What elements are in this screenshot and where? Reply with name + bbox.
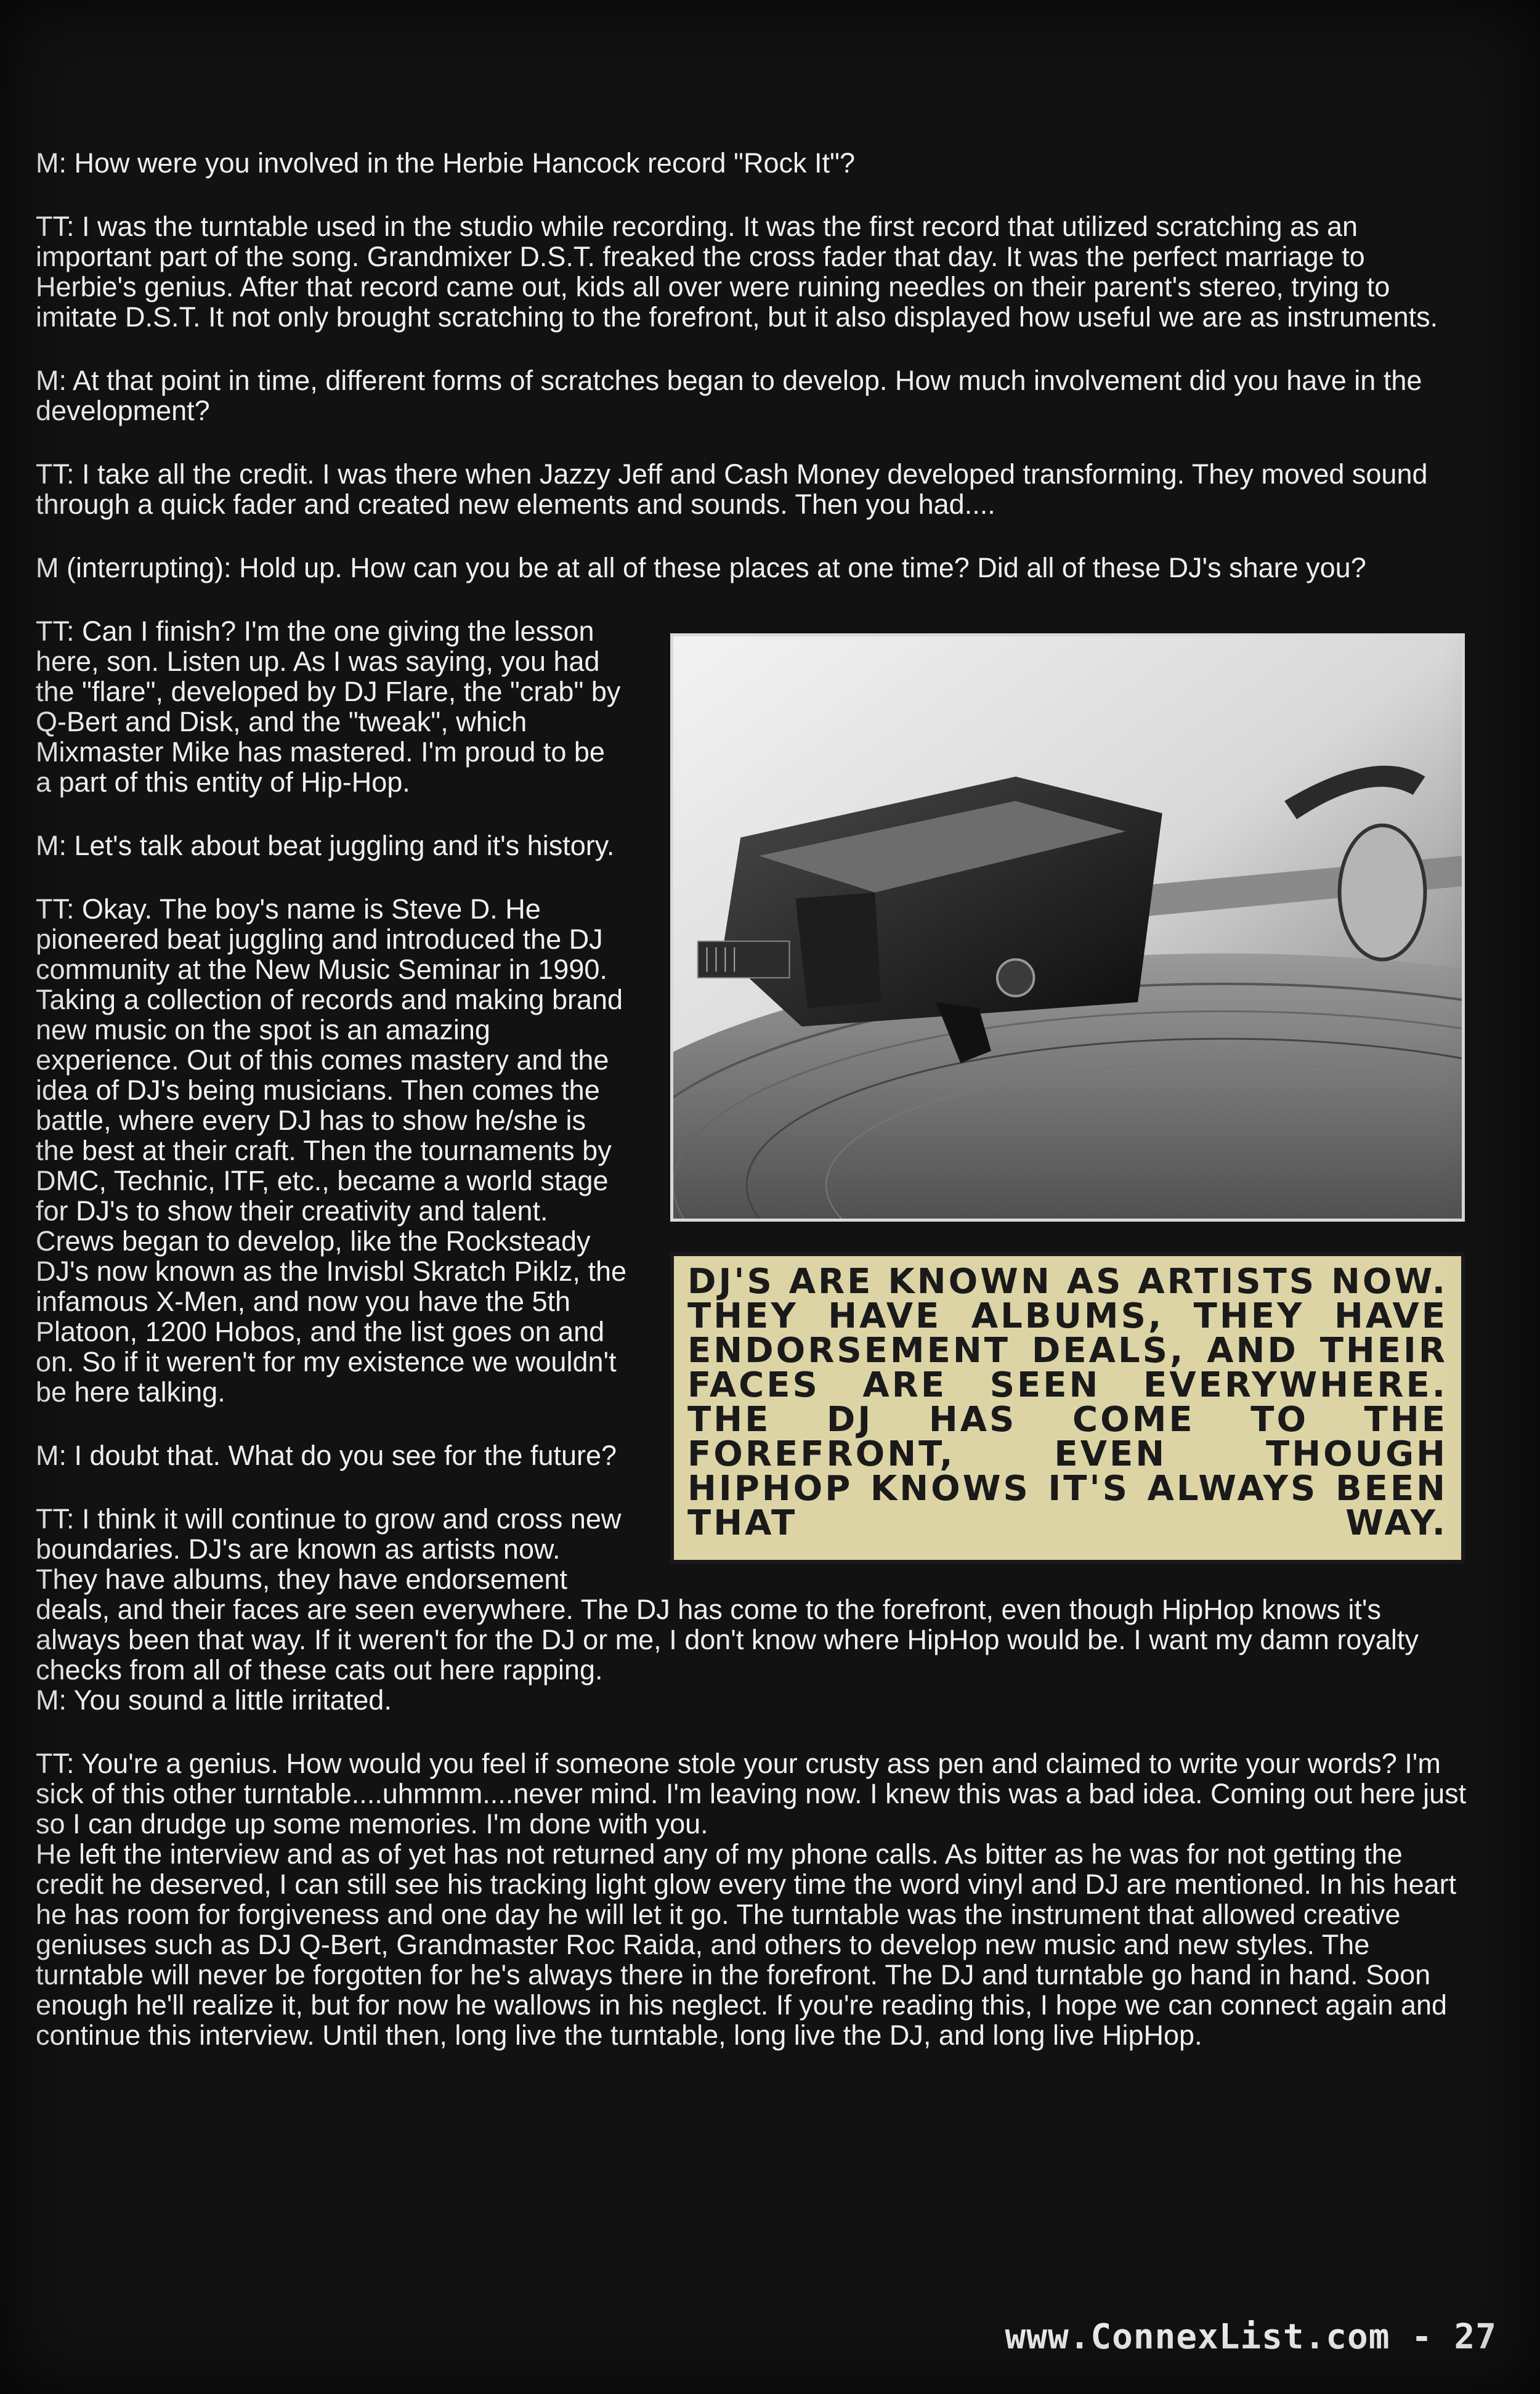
- paragraph: M: At that point in time, different forms of scratches began to develop. How much involvement did you have in the development?: [36, 365, 1422, 426]
- paragraph: M: I doubt that. What do you see for the future?: [36, 1440, 617, 1471]
- turntable-photo: [670, 633, 1465, 1222]
- paragraph: M: Let's talk about beat juggling and it's history.: [36, 830, 615, 861]
- paragraph: TT: Okay. The boy's name is Steve D. He pioneered beat juggling and introduced the DJ community at the New Music Seminar in 1990. Taking a collection of records and making brand new music on the spot is an amazing experience. Out of this comes mastery and the idea of DJ's being musicians. Then comes the battle, where every DJ has to show he/she is the best at their craft. Then the tournaments by DMC, Technic, ITF, etc., became a world stage for DJ's to show their creativity and talent. Crews began to develop, like the Rocksteady DJ's now known as the Invisbl Skratch Piklz, the infamous X-Men, and now you have the 5th Platoon, 1200 Hobos, and the list goes on and on. So if it weren't for my existence we wouldn't be here talking.: [36, 893, 626, 1408]
- figure-column: [670, 633, 1471, 1564]
- paragraph: M (interrupting): Hold up. How can you be at all of these places at one time? Did all of these DJ's share you?: [36, 552, 1366, 583]
- paragraph: TT: I was the turntable used in the studio while recording. It was the first record that utilized scratching as an important part of the song. Grandmixer D.S.T. freaked the cross fader that day. It was the perfect marriage to Herbie's genius. After that record came out, kids all over were ruining needles on their parent's stereo, trying to imitate D.S.T. It not only brought scratching to the forefront, but it also displayed how useful we are as instruments.: [36, 211, 1438, 333]
- paragraph: TT: I take all the credit. I was there when Jazzy Jeff and Cash Money developed transforming. They moved sound through a quick fader and created new elements and sounds. Then you had....: [36, 458, 1428, 520]
- pull-quote: DJ'S ARE KNOWN AS ARTISTS NOW. THEY HAVE ALBUMS, THEY HAVE ENDORSEMENT DEALS, AND THEIR FACES ARE SEEN EVERYWHERE. THE DJ HAS COME TO THE FOREFRONT, EVEN THOUGH HIPHOP KNOWS IT'S ALWAYS BEEN THAT WAY.: [670, 1252, 1465, 1564]
- paragraph: TT: Can I finish? I'm the one giving the lesson here, son. Listen up. As I was saying, you had the "flare", developed by DJ Flare, the "crab" by Q-Bert and Disk, and the "tweak", which Mixmaster Mike has mastered. I'm proud to be a part of this entity of Hip-Hop.: [36, 615, 621, 798]
- paragraph: TT: You're a genius. How would you feel if someone stole your crusty ass pen and claimed to write your words? I'm sick of this other turntable....uhmmm....never mind. I'm leaving now. I knew this was a bad idea. Coming out here just so I can drudge up some memories. I'm done with you.: [36, 1748, 1467, 1840]
- paragraph: M: You sound a little irritated.: [36, 1684, 392, 1716]
- paragraph: TT: I think it will continue to grow and cross new boundaries. DJ's are known as artists now. They have albums, they have endorsement deals, and their faces are seen everywhere. The DJ has come to the forefront, even though HipHop knows it's always been that way. If it weren't for the DJ or me, I don't know where HipHop would be. I want my damn royalty checks from all of these cats out here rapping.: [36, 1503, 1419, 1686]
- page-footer: www.ConnexList.com - 27: [1005, 2317, 1497, 2357]
- article-body: [36, 148, 1471, 2050]
- paragraph: M: How were you involved in the Herbie Hancock record "Rock It"?: [36, 147, 856, 179]
- paragraph: He left the interview and as of yet has not returned any of my phone calls. As bitter as he was for not getting the credit he deserved, I can still see his tracking light glow every time the word vinyl and DJ are mentioned. In his heart he has room for forgiveness and one day he will let it go. The turntable was the instrument that allowed creative geniuses such as DJ Q-Bert, Grandmaster Roc Raida, and others to develop new music and new styles. The turntable will never be forgotten for he's always there in the forefront. The DJ and turntable go hand in hand. Soon enough he'll realize it, but for now he wallows in his neglect. If you're reading this, I hope we can connect again and continue this interview. Until then, long live the turntable, long live the DJ, and long live HipHop.: [36, 1838, 1457, 2051]
